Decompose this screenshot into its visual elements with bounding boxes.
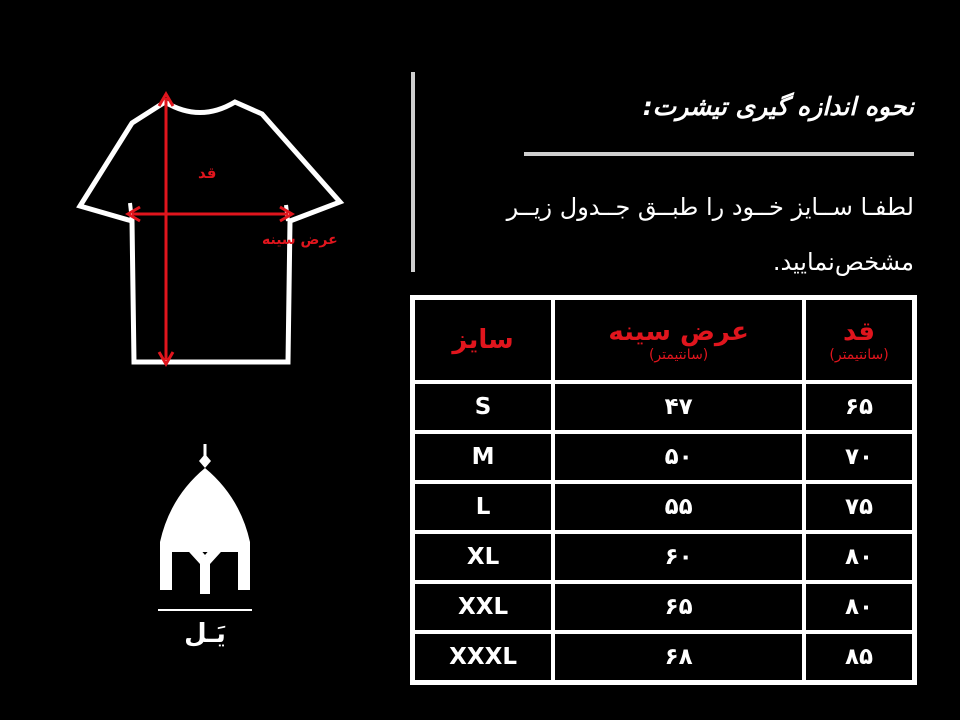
logo-text: یَـل [184, 619, 226, 649]
height-arrow [159, 94, 173, 364]
size-table [410, 295, 917, 685]
cell-size: M [413, 432, 553, 482]
cell-height: ۸۵ [804, 632, 914, 682]
cell-chest: ۵۰ [553, 432, 804, 482]
cell-size: XXL [413, 582, 553, 632]
table-row [413, 482, 914, 532]
instructions-text [444, 180, 914, 290]
chest-arrow [128, 207, 292, 221]
cell-height: ۸۰ [804, 532, 914, 582]
header-height [804, 298, 914, 382]
header-chest [553, 298, 804, 382]
table-row [413, 382, 914, 432]
height-label: قد [198, 164, 217, 182]
table-row [413, 582, 914, 632]
cell-size: XXXL [413, 632, 553, 682]
page-title: نحوه اندازه گیری تیشرت: [642, 92, 914, 121]
instructions-line-2: مشخص‌نمایید. [772, 248, 914, 276]
table-row [413, 532, 914, 582]
chest-label: عرض سینه [262, 232, 338, 248]
header-size-label: سایز [452, 325, 514, 355]
table-row [413, 632, 914, 682]
brand-logo [150, 442, 260, 652]
instructions-line-1: لطفـا ســایز خــود را طبــق جــدول زیــر [506, 193, 914, 221]
cell-size: L [413, 482, 553, 532]
table-header-row [413, 298, 914, 382]
header-height-unit: (سانتیمتر) [829, 347, 889, 363]
cell-chest: ۶۵ [553, 582, 804, 632]
cell-chest: ۶۸ [553, 632, 804, 682]
tshirt-diagram [70, 88, 350, 378]
header-height-label: قد [843, 317, 876, 347]
cell-size: S [413, 382, 553, 432]
table-row [413, 432, 914, 482]
cell-size: XL [413, 532, 553, 582]
cell-height: ۸۰ [804, 582, 914, 632]
cell-height: ۶۵ [804, 382, 914, 432]
header-chest-unit: (سانتیمتر) [648, 347, 709, 363]
header-size [413, 298, 553, 382]
heading-underline [524, 152, 914, 156]
cell-height: ۷۰ [804, 432, 914, 482]
header-chest-label: عرض سینه [608, 317, 749, 347]
cell-chest: ۶۰ [553, 532, 804, 582]
cell-chest: ۴۷ [553, 382, 804, 432]
cell-height: ۷۵ [804, 482, 914, 532]
cell-chest: ۵۵ [553, 482, 804, 532]
logo-letter: Y [205, 557, 206, 558]
vertical-divider [411, 72, 415, 272]
